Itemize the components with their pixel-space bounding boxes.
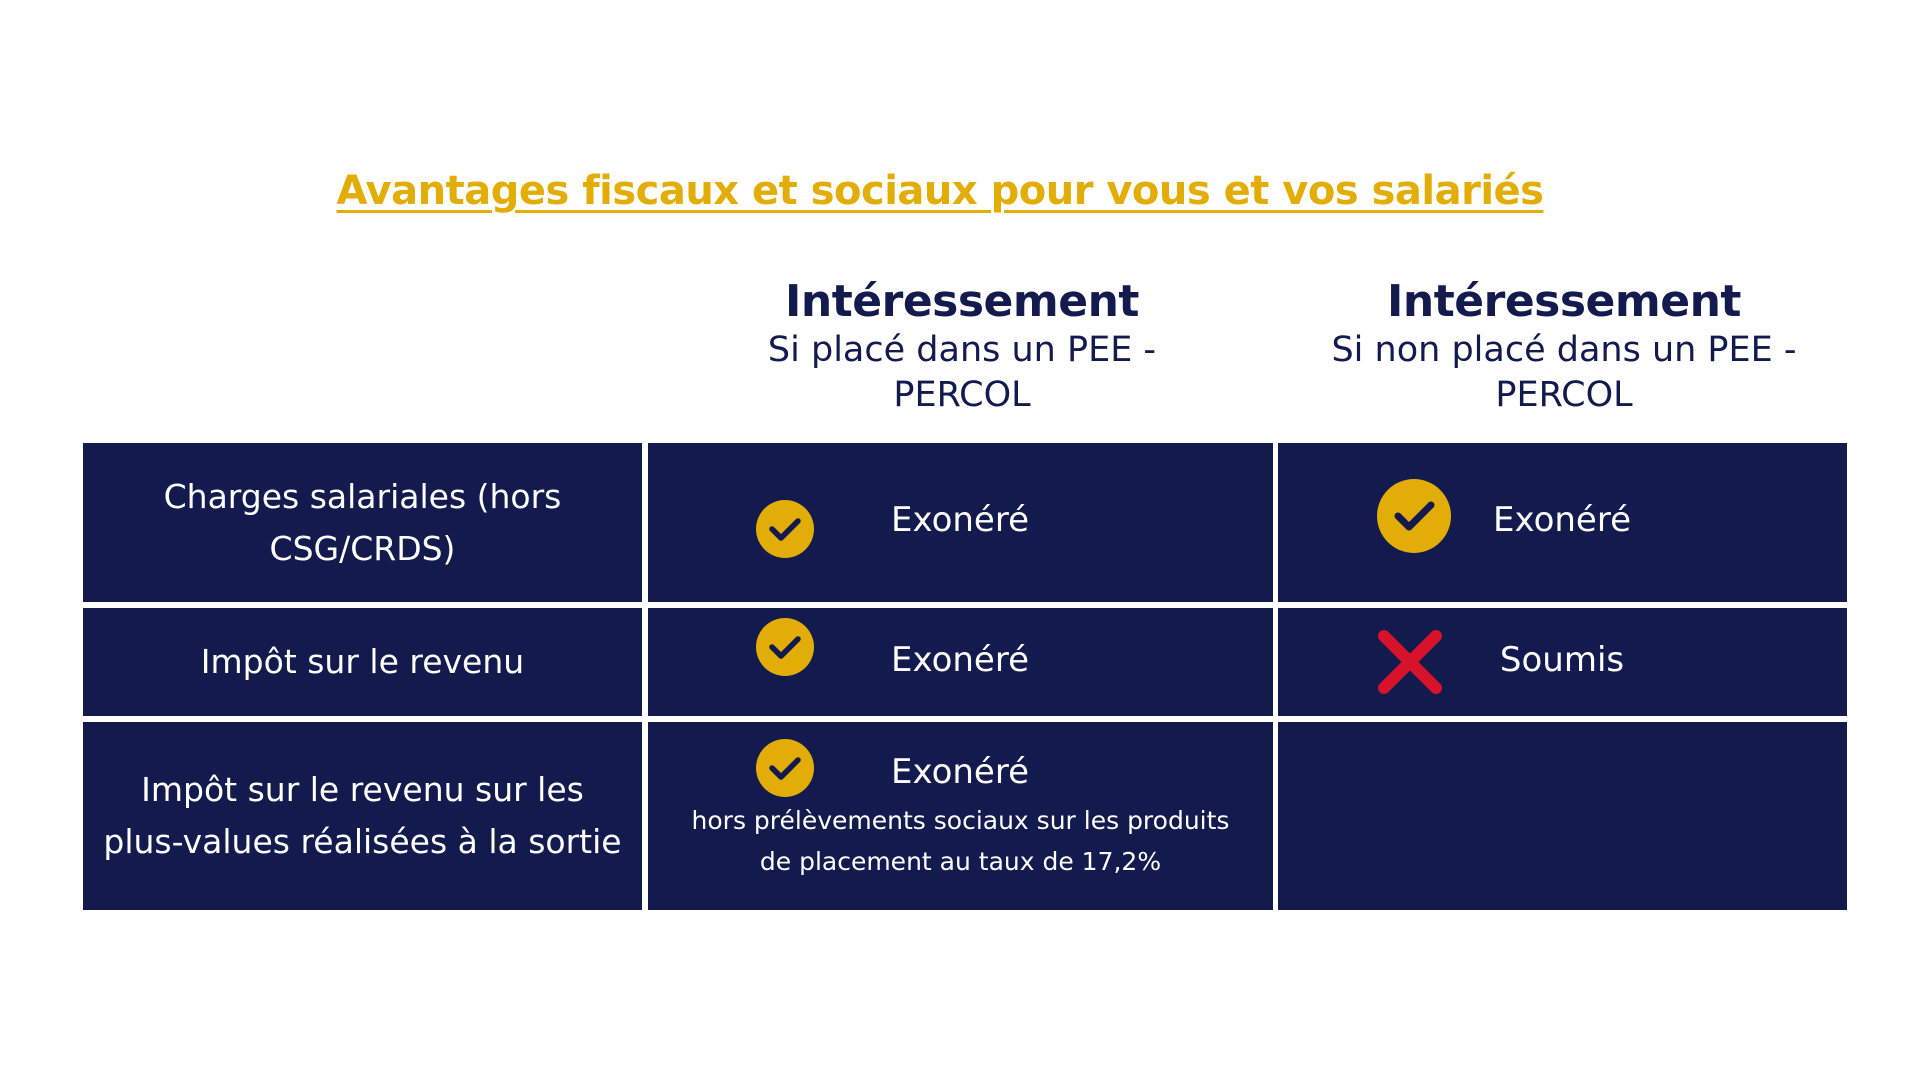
column-header-not-placed: [1278, 276, 1850, 418]
note-line2: de placement au taux de 17,2%: [759, 847, 1162, 876]
status-text: Exonéré: [1493, 500, 1631, 540]
cell-plus-values-not-placed: [1278, 722, 1847, 910]
row-label-line1: Charges salariales (hors: [163, 476, 562, 516]
row-label-line1: Impôt sur le revenu sur les: [141, 770, 584, 809]
check-circle-icon: [756, 500, 814, 558]
cell-impot-not-placed: [1278, 608, 1847, 716]
status-text: Exonéré: [891, 640, 1029, 680]
status-text: Soumis: [1499, 640, 1625, 680]
row-label-line2: plus-values réalisées à la sortie: [103, 822, 622, 861]
cell-plus-values-placed: [648, 722, 1273, 910]
note-line1: hors prélèvements sociaux sur les produits: [691, 806, 1230, 835]
column-header-subtitle-line1: Si non placé dans un PEE -: [1331, 330, 1797, 370]
status-text: Exonéré: [891, 752, 1029, 792]
row-label-plus-values: [83, 722, 642, 910]
cell-charges-placed: [648, 443, 1273, 602]
check-circle-icon: [756, 739, 814, 797]
column-header-placed: [648, 276, 1276, 418]
row-label-line2: CSG/CRDS): [269, 528, 456, 568]
check-circle-icon: [756, 618, 814, 676]
row-label-charges-salariales: [83, 443, 642, 602]
check-circle-icon: [1377, 479, 1451, 553]
column-header-title: Intéressement: [1387, 276, 1741, 327]
cell-charges-not-placed: [1278, 443, 1847, 602]
status-text: Exonéré: [891, 500, 1029, 540]
column-header-subtitle-line1: Si placé dans un PEE -: [767, 330, 1157, 370]
cell-impot-placed: [648, 608, 1273, 716]
column-header-subtitle-line2: PERCOL: [893, 375, 1031, 415]
page-title: Avantages fiscaux et sociaux pour vous et vos salariés: [336, 168, 1544, 214]
column-header-title: Intéressement: [785, 276, 1139, 327]
column-header-subtitle-line2: PERCOL: [1495, 375, 1633, 415]
cross-icon: [1376, 628, 1444, 696]
row-label-line1: Impôt sur le revenu: [200, 642, 525, 681]
row-label-impot-revenu: [83, 608, 642, 716]
